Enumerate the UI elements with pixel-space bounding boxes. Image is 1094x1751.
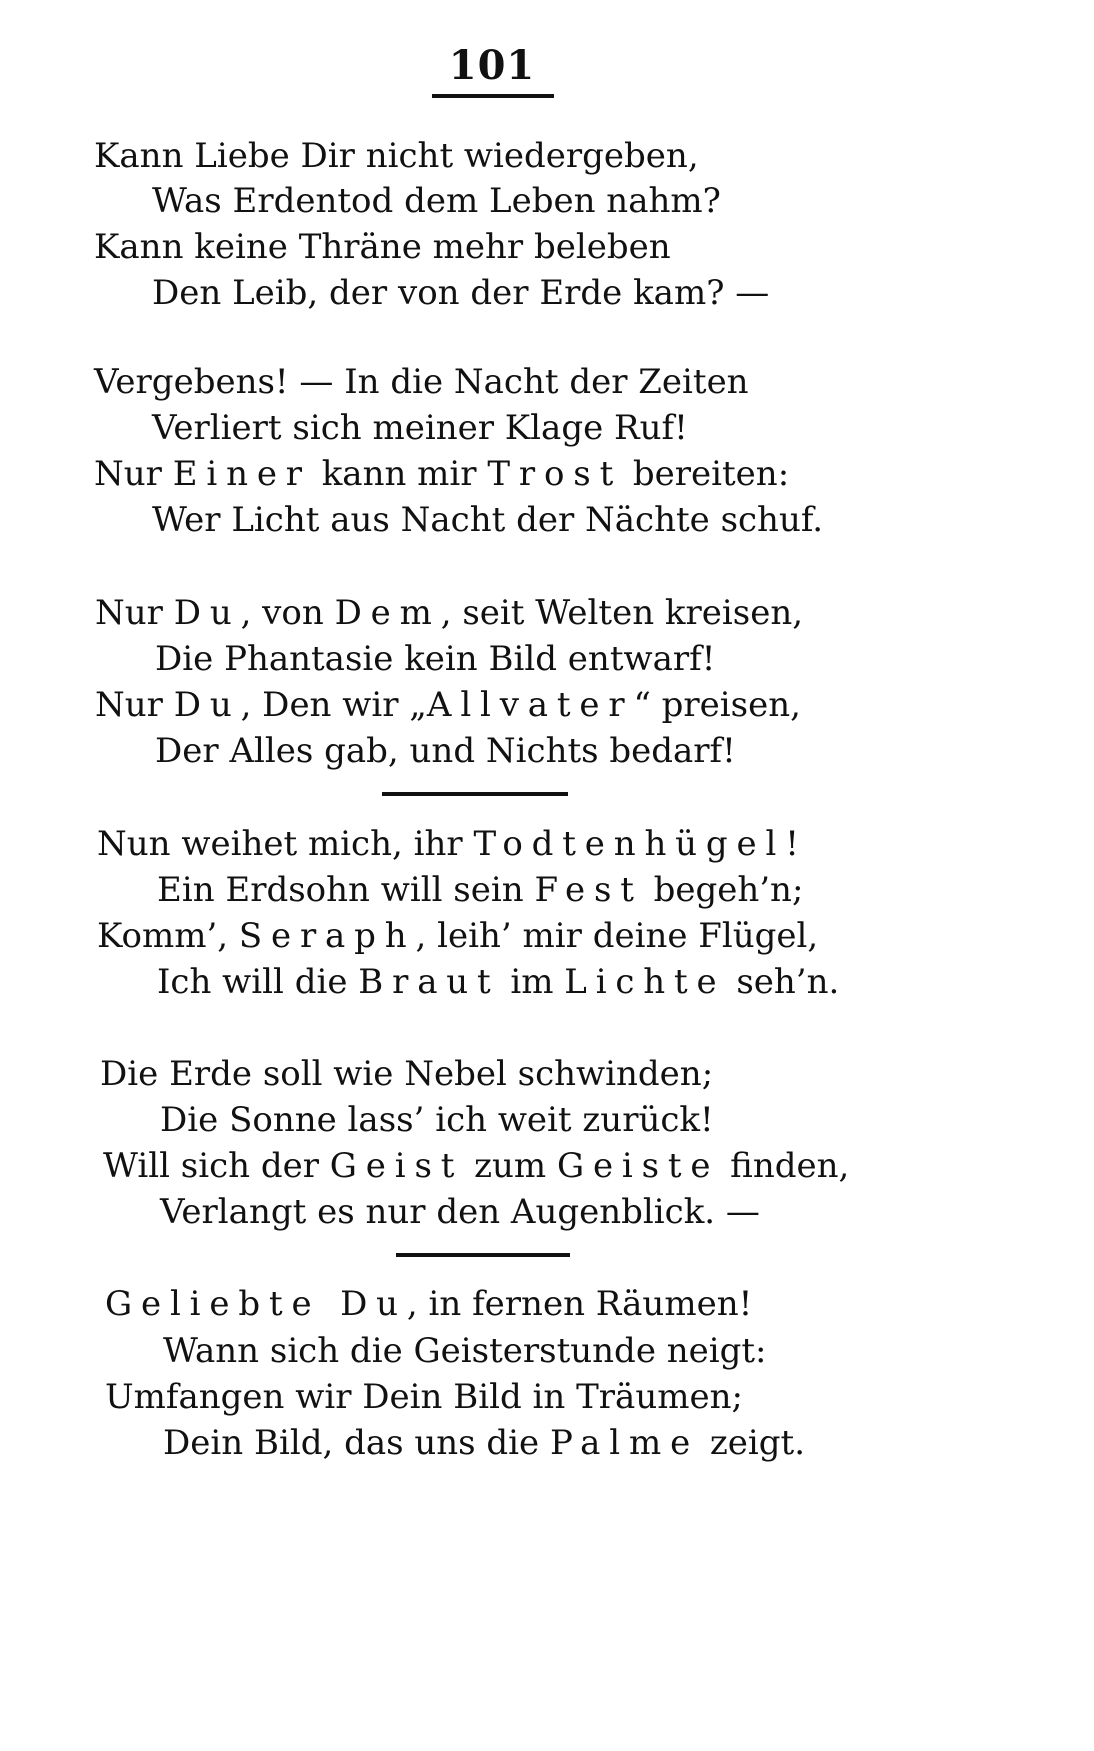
poem-line [152, 500, 823, 540]
section-divider [382, 792, 568, 796]
section-divider [396, 1253, 570, 1257]
line-segment-emphasis: Geliebte Du [105, 1284, 407, 1324]
line-segment: seh’n. [725, 962, 840, 1002]
line-segment: begeh’n; [642, 870, 804, 910]
line-segment: Die Erde soll wie Nebel schwinden; [100, 1054, 714, 1094]
page-number: 101 [448, 42, 536, 89]
line-segment: Umfangen wir Dein Bild in Träumen; [105, 1377, 743, 1417]
line-segment-emphasis: Fest [534, 870, 643, 910]
poem-line [163, 1423, 805, 1463]
line-segment: Vergebens! — In die Nacht der Zeiten [94, 362, 749, 402]
line-segment: , von [240, 593, 335, 633]
line-segment: zum [463, 1146, 557, 1186]
line-segment-emphasis: Todtenhügel [473, 824, 786, 864]
line-segment-emphasis: Trost [487, 454, 623, 494]
line-segment-emphasis: Palme [549, 1423, 700, 1463]
poem-line [103, 1146, 849, 1186]
line-segment: , in fernen Räumen! [406, 1284, 753, 1324]
line-segment-emphasis: Seraph [238, 916, 416, 956]
line-segment: “ preisen, [633, 685, 801, 725]
poem-line [105, 1284, 752, 1324]
line-segment: Die Sonne lass’ ich weit zurück! [160, 1100, 714, 1140]
line-segment-emphasis: Allvater [426, 685, 634, 725]
poem-line [100, 1054, 713, 1094]
line-segment: Der Alles gab, und Nichts bedarf! [155, 731, 736, 771]
poem-line [95, 685, 801, 725]
poem-line [105, 1377, 743, 1417]
poem-line [94, 362, 749, 402]
line-segment-emphasis: Einer [172, 454, 311, 494]
line-segment: , seit Welten kreisen, [440, 593, 804, 633]
line-segment: zeigt. [699, 1423, 805, 1463]
poem-line [160, 1100, 714, 1140]
line-segment-emphasis: Dem [334, 593, 441, 633]
line-segment: kann mir [310, 454, 488, 494]
poem-line [94, 136, 699, 176]
line-segment: Ein Erdsohn will sein [157, 870, 535, 910]
line-segment-emphasis: Du [173, 685, 241, 725]
line-segment: Verliert sich meiner Klage Ruf! [152, 408, 688, 448]
line-segment: Ich will die [157, 962, 359, 1002]
poem-line [157, 962, 839, 1002]
line-segment: Nur [94, 454, 173, 494]
line-segment-emphasis: Geiste [556, 1146, 720, 1186]
poem-line [157, 870, 803, 910]
poem-line [160, 1192, 760, 1232]
line-segment: Nun weihet mich, ihr [97, 824, 474, 864]
line-segment: Wann sich die Geisterstunde neigt: [163, 1331, 767, 1371]
line-segment: ! [785, 824, 799, 864]
line-segment: finden, [719, 1146, 850, 1186]
line-segment: Den Leib, der von der Erde kam? — [152, 273, 770, 313]
poem-line [95, 593, 803, 633]
line-segment: , leih’ mir deine Flügel, [415, 916, 819, 956]
poem-line [94, 227, 671, 267]
poem-line [152, 273, 769, 313]
poem-line [152, 181, 721, 221]
line-segment: Wer Licht aus Nacht der Nächte schuf. [152, 500, 824, 540]
line-segment: im [499, 962, 565, 1002]
line-segment-emphasis: Du [173, 593, 241, 633]
poem-line [152, 408, 688, 448]
line-segment: Was Erdentod dem Leben nahm? [152, 181, 721, 221]
line-segment: Verlangt es nur den Augenblick. — [160, 1192, 760, 1232]
line-segment: Nur [95, 593, 174, 633]
line-segment-emphasis: Lichte [564, 962, 726, 1002]
poem-line [97, 916, 818, 956]
poem-line [97, 824, 799, 864]
line-segment: Kann keine Thräne mehr beleben [94, 227, 671, 267]
line-segment: Dein Bild, das uns die [163, 1423, 550, 1463]
page-number-rule [432, 94, 554, 98]
poem-line [155, 731, 736, 771]
line-segment-emphasis: Geist [329, 1146, 464, 1186]
poem-line [163, 1331, 767, 1371]
line-segment: Kann Liebe Dir nicht wiedergeben, [94, 136, 699, 176]
poem-line [155, 639, 715, 679]
line-segment: Will sich der [103, 1146, 330, 1186]
line-segment-emphasis: Braut [358, 962, 500, 1002]
line-segment: , Den wir „ [240, 685, 427, 725]
line-segment: Komm’, [97, 916, 239, 956]
line-segment: bereiten: [622, 454, 790, 494]
line-segment: Die Phantasie kein Bild entwarf! [155, 639, 716, 679]
poem-line [94, 454, 789, 494]
line-segment: Nur [95, 685, 174, 725]
